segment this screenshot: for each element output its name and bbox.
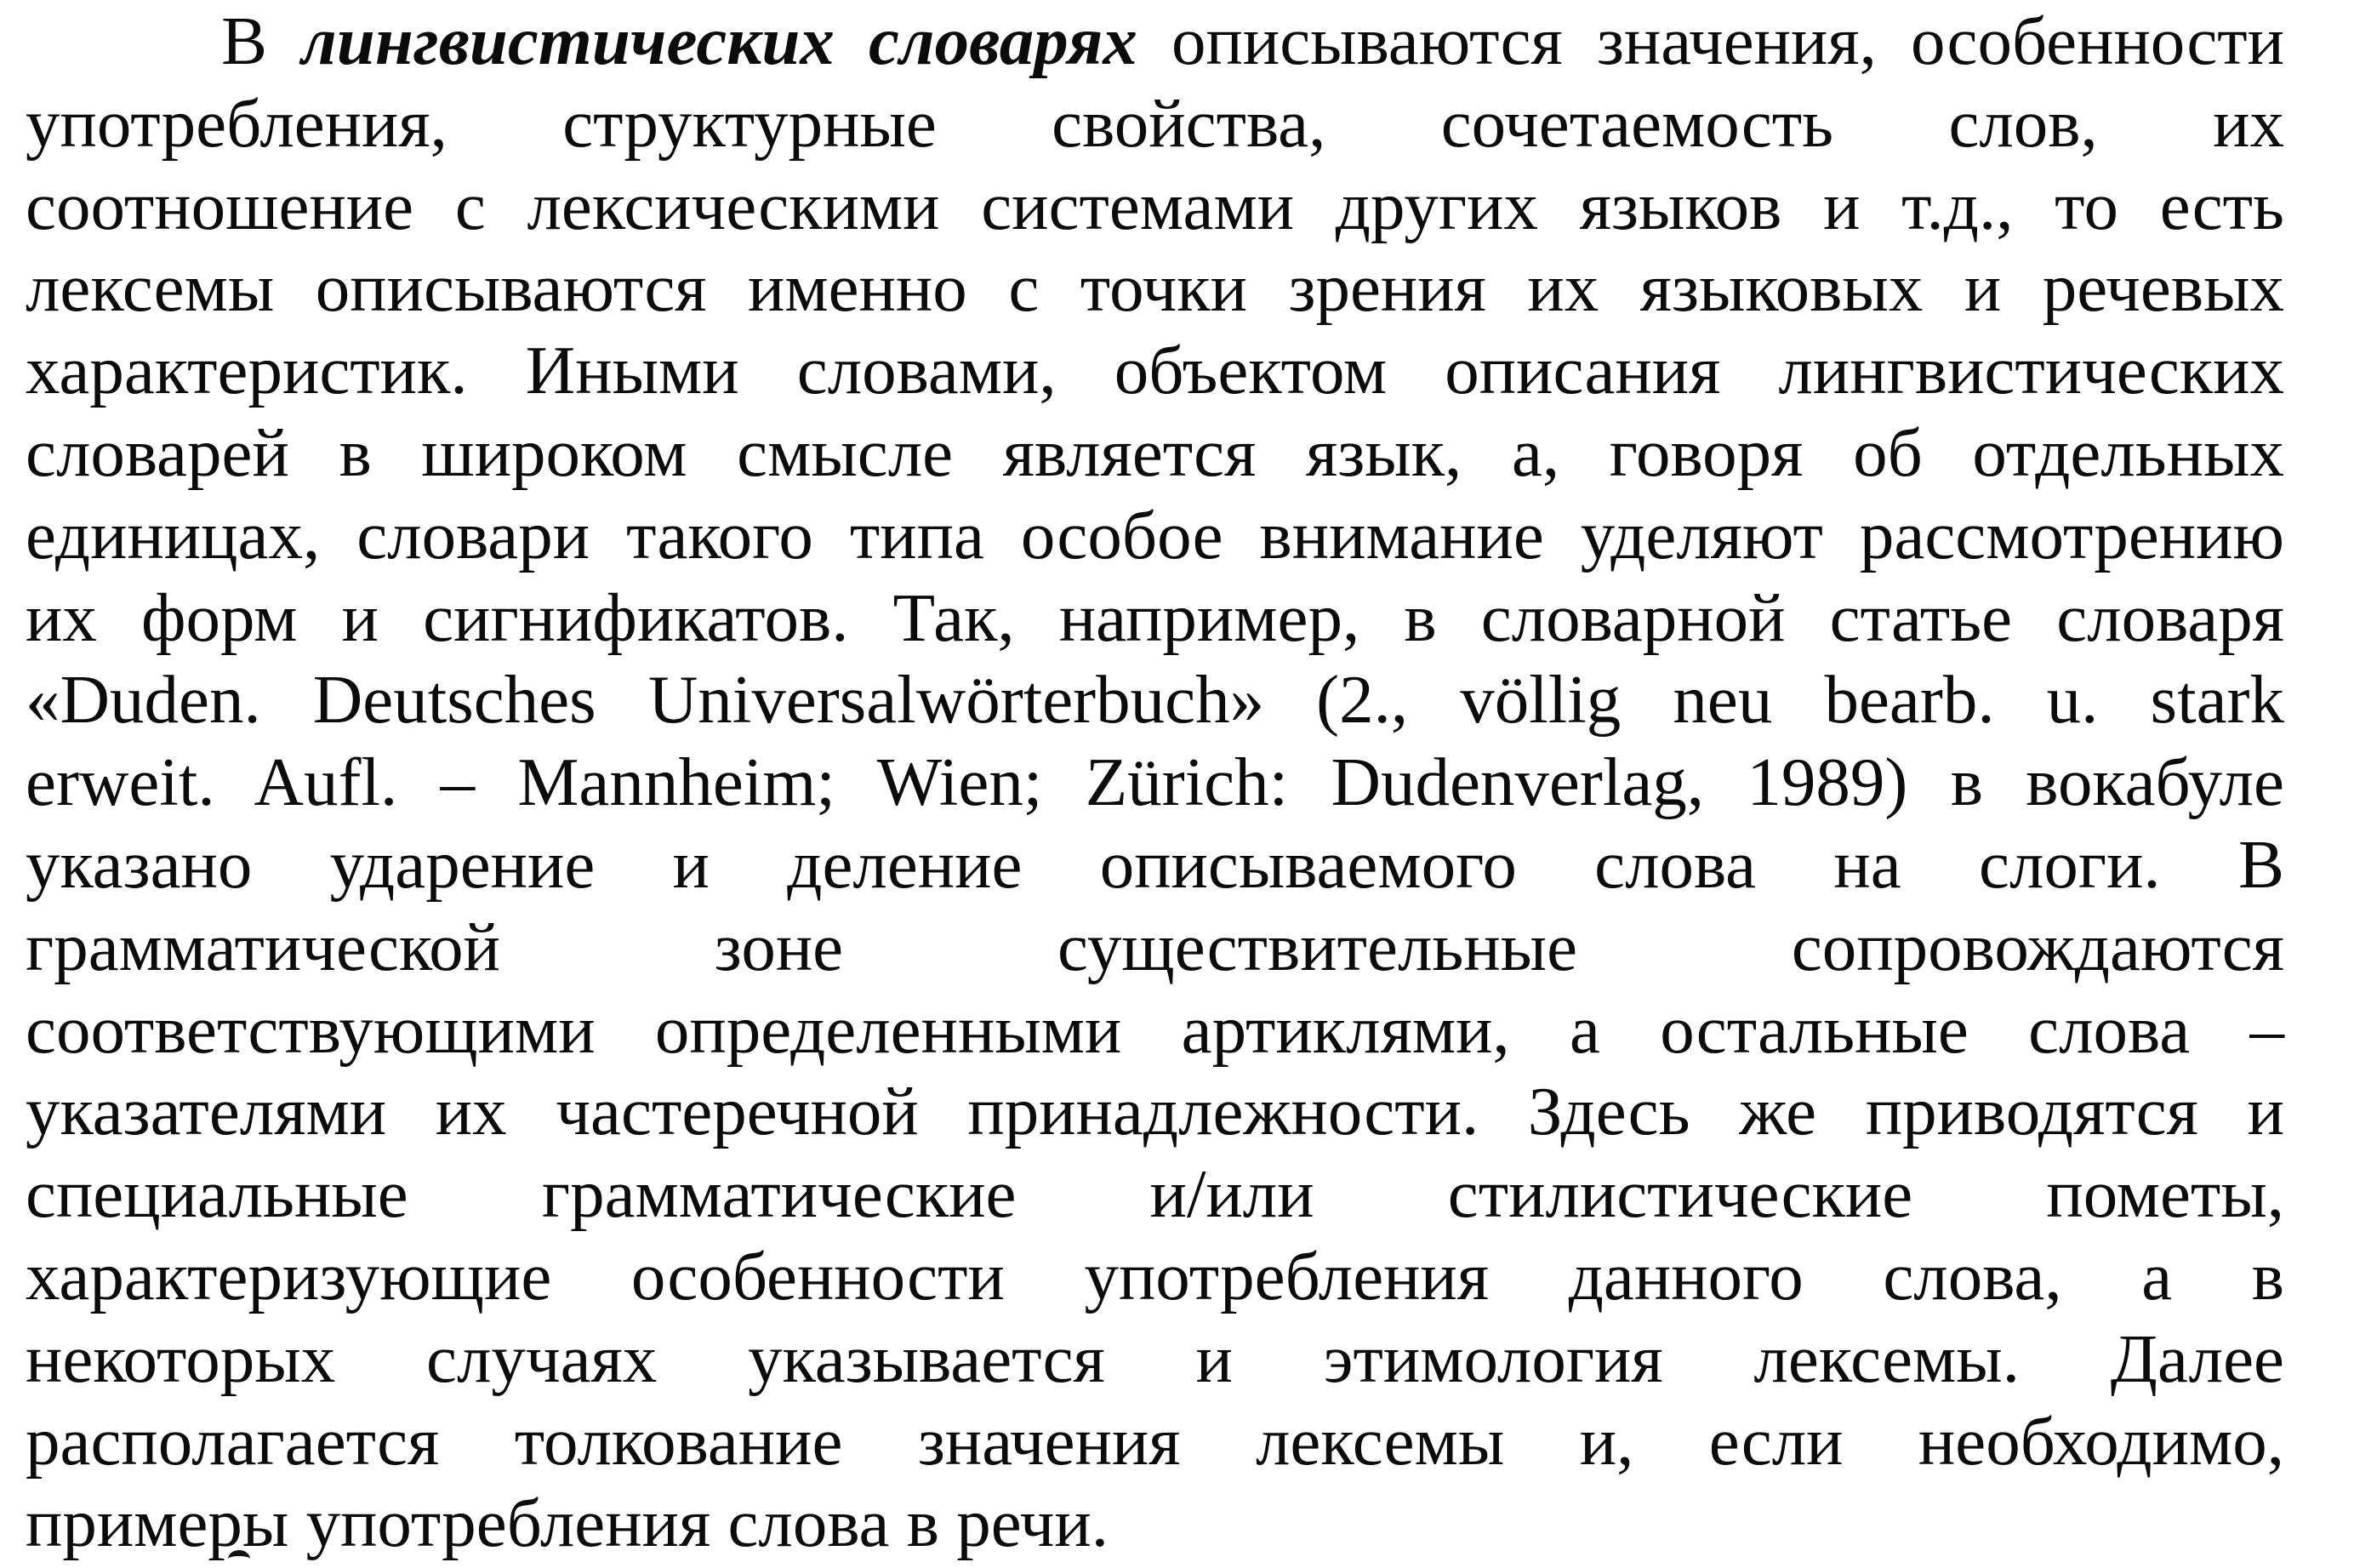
paragraph-line-13: соответствующими определенными артиклями, а остальные слова – (26, 990, 2284, 1068)
paragraph-line-1 (26, 0, 2284, 83)
paragraph-line-11: указано ударение и деление описываемого слова на слоги. В (26, 825, 2284, 903)
body-paragraph (26, 0, 2284, 1565)
line-1-rest: описываются значения, особенности (1137, 3, 2285, 79)
paragraph-line-16: характеризующие особенности употребления данного слова, а в (26, 1237, 2284, 1314)
paragraph-line-3: соотношение с лексическими системами других языков и т.д., то есть (26, 167, 2284, 244)
paragraph-line-17: некоторых случаях указывается и этимология лексемы. Далее (26, 1320, 2284, 1397)
paragraph-line-8: их форм и сигнификатов. Так, например, в словарной статье словаря (26, 579, 2284, 656)
line-1-lead: В (221, 3, 302, 79)
paragraph-line-10: erweit. Aufl. – Mannheim; Wien; Zürich: Dudenverlag, 1989) в вокабуле (26, 744, 2284, 821)
paragraph-line-14: указателями их частеречной принадлежности. Здесь же приводятся и (26, 1073, 2284, 1150)
paragraph-line-18: располагается толкование значения лексемы и, если необходимо, (26, 1402, 2284, 1480)
paragraph-line-9: «Duden. Deutsches Universalwörterbuch» (2., völlig neu bearb. u. stark (26, 661, 2284, 738)
paragraph-line-4: лексемы описываются именно с точки зрения их языковых и речевых (26, 249, 2284, 327)
paragraph-line-6: словарей в широком смысле является язык, а, говоря об отдельных (26, 413, 2284, 491)
paragraph-line-7: единицах, словари такого типа особое внимание уделяют рассмотрению (26, 496, 2284, 573)
paragraph-line-19: примеры употребления слова в речи. (26, 1485, 1109, 1562)
paragraph-line-15: специальные грамматические и/или стилистические пометы, (26, 1155, 2284, 1233)
paragraph-line-12: грамматической зоне существительные сопровождаются (26, 908, 2284, 985)
paragraph-line-2: употребления, структурные свойства, сочетаемость слов, их (26, 84, 2284, 162)
emphasized-term: лингвистических словарях (301, 3, 1137, 79)
paragraph-line-5: характеристик. Иными словами, объектом описания лингвистических (26, 332, 2284, 409)
